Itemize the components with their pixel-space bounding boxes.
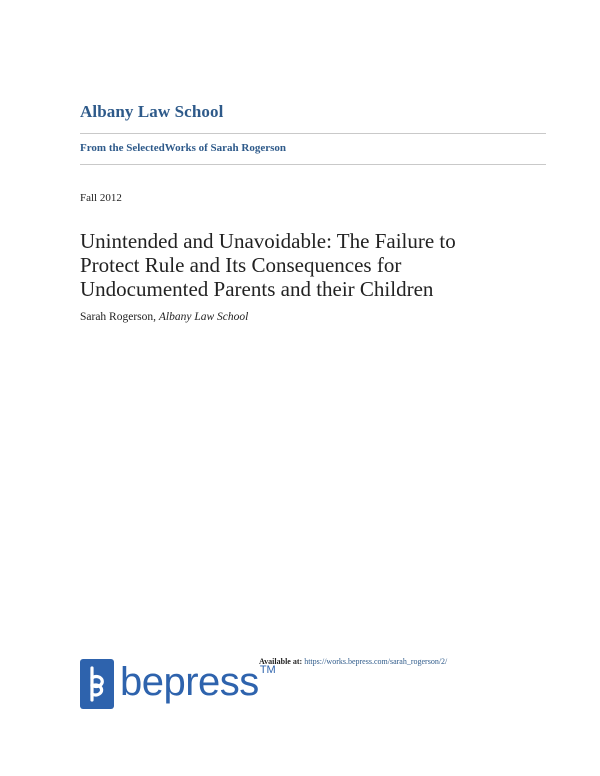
document-title: Unintended and Unavoidable: The Failure to Protect Rule and Its Consequences for Undocumented Parents and their Children xyxy=(80,229,456,301)
bepress-wordmark: bepress xyxy=(120,660,259,704)
trademark-mark: TM xyxy=(259,664,276,676)
availability-url[interactable]: https://works.bepress.com/sarah_rogerson/2/ xyxy=(304,657,448,666)
bepress-logo-icon xyxy=(80,659,114,709)
divider xyxy=(80,133,546,134)
collection-link[interactable]: From the SelectedWorks of Sarah Rogerson xyxy=(80,142,287,154)
bepress-logo[interactable] xyxy=(80,659,276,709)
publication-date: Fall 2012 xyxy=(80,192,122,204)
divider xyxy=(80,164,546,165)
author-line xyxy=(80,311,248,323)
author-name: Sarah Rogerson, xyxy=(80,311,157,323)
availability-label: Available at: xyxy=(259,657,303,666)
availability-line xyxy=(259,657,447,666)
author-affiliation: Albany Law School xyxy=(158,311,249,323)
institution-name[interactable]: Albany Law School xyxy=(80,102,224,121)
